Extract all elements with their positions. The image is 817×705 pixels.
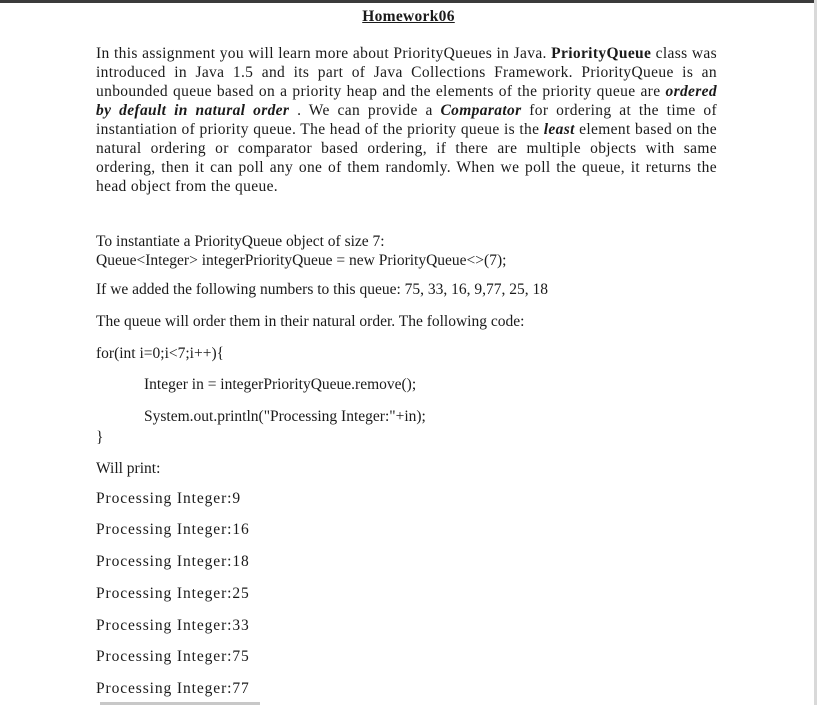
output-line: Processing Integer:77	[96, 680, 250, 697]
code-close-brace: }	[96, 429, 104, 446]
code-for-line: for(int i=0;i<7;i++){	[96, 345, 225, 362]
code-print-line: System.out.println("Processing Integer:"+in);	[144, 408, 426, 425]
document-title: Homework06	[362, 8, 455, 25]
instantiate-code: Queue<Integer> integerPriorityQueue = new PriorityQueue<>(7);	[96, 252, 507, 269]
output-line: Processing Integer:75	[96, 648, 250, 665]
output-line: Processing Integer:9	[96, 490, 241, 507]
least-emphasis: least	[543, 121, 575, 138]
output-line: Processing Integer:33	[96, 617, 250, 634]
output-line: Processing Integer:18	[96, 553, 250, 570]
will-print-label: Will print:	[96, 460, 161, 477]
intro-text-5: element based on the natural ordering or comparator based ordering, if there are multiple objects with same ordering, then it can poll any one of them randomly. When we poll the queue, it returns the head object from the queue.	[96, 121, 717, 195]
output-line: Processing Integer:25	[96, 585, 250, 602]
intro-text-1: In this assignment you will learn more about PriorityQueues in Java.	[96, 45, 547, 62]
intro-text-3: . We can provide a	[297, 102, 433, 119]
intro-text-4: for ordering at the time of instantiation of priority queue. The head of the priority queue is the	[96, 102, 717, 138]
instantiate-text: To instantiate a PriorityQueue object of size 7:	[96, 233, 385, 250]
output-line: Processing Integer:16	[96, 521, 250, 538]
intro-paragraph	[96, 44, 717, 196]
added-numbers-text: If we added the following numbers to this queue: 75, 33, 16, 9,77, 25, 18	[96, 281, 549, 298]
natural-order-emphasis: ordered by default in natural order	[96, 83, 717, 119]
comparator-emphasis: Comparator	[440, 102, 522, 119]
page-top-border	[0, 0, 817, 3]
code-remove-line: Integer in = integerPriorityQueue.remove();	[144, 376, 417, 393]
priorityqueue-bold: PriorityQueue	[551, 45, 652, 62]
intro-text-2: class was introduced in Java 1.5 and its part of Java Collections Framework. PriorityQueue is an unbounded queue based on a priority heap and the elements of the priority queue are	[96, 45, 717, 100]
natural-order-text: The queue will order them in their natural order. The following code:	[96, 313, 525, 330]
